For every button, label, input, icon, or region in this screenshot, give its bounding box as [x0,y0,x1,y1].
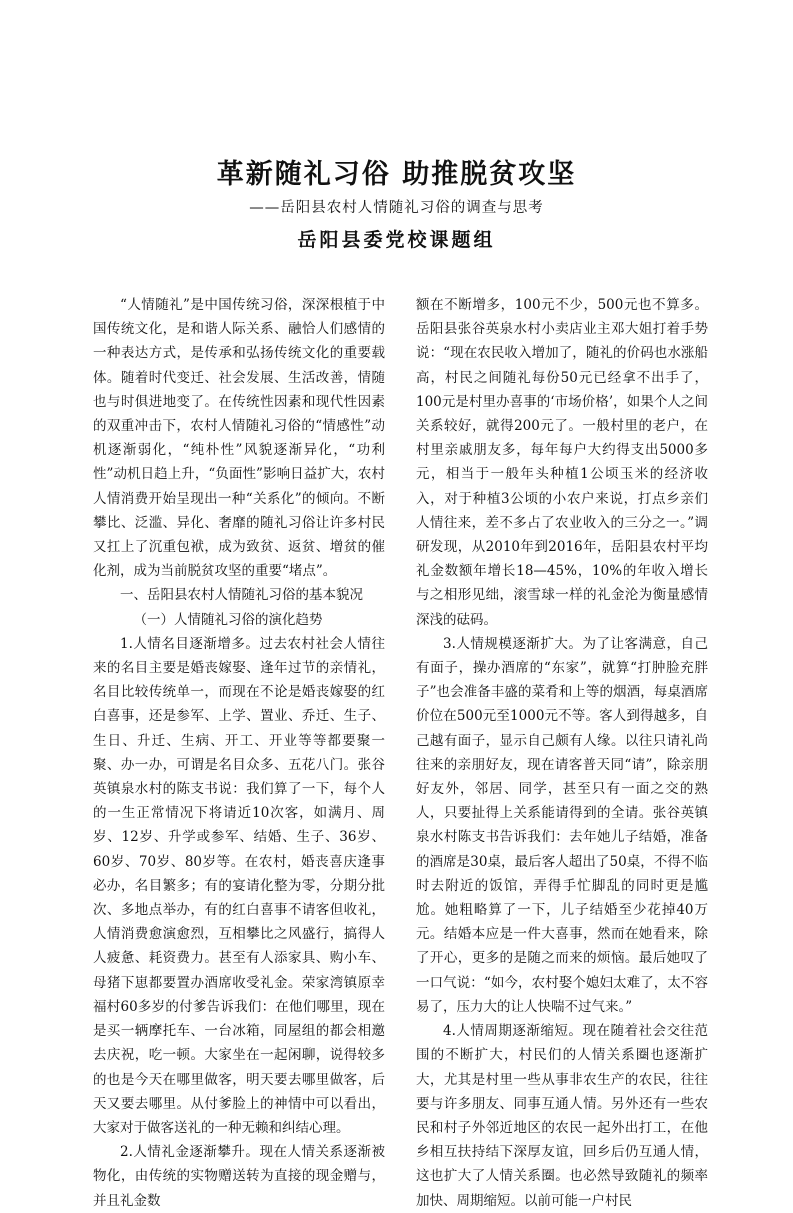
paragraph-point-4: 4.人情周期逐渐缩短。现在随着社会交往范围的不断扩大，村民们的人情关系圈也逐渐扩大，尤其是村里一些从事非农生产的农民，往往要与许多朋友、同事互通人情。另外还有一些农民和村子外邻近地区的农民一起外出打工，在他乡相互扶持结下深厚友谊，回乡后仍互通人情，这也扩大了人情关系圈。也必然导致随礼的频率加快、周期缩短。以前可能一户村民 [416,1023,708,1209]
paragraph-point-2-continued: 额在不断增多，100元不少，500元也不算多。岳阳县张谷英泉水村小卖店业主邓大姐打着手势说：“现在农民收入增加了，随礼的价码也水涨船高，村民之间随礼每份50元已经拿不出手了，100元是村里办喜事的‘市场价格’，如果个人之间关系较好，就得200元了。一般村里的老户，在村里亲戚朋友多，每年每户大约得支出5000多元，相当于一般年头种植1公顷玉米的经济收入，对于种植3公顷的小农户来说，打点乡亲们人情往来，差不多占了农业收入的三分之一。”调研发现，从2010年到2016年，岳阳县农村平均礼金数额年增长18—45%，10%的年收入增长与之相形见绌，滚雪球一样的礼金沦为衡量感情深浅的砝码。 [416,297,708,628]
paragraph-point-1: 1.人情名目逐渐增多。过去农村社会人情往来的名目主要是婚丧嫁娶、逢年过节的亲情礼，名目比较传统单一，而现在不论是婚丧嫁娶的红白喜事，还是参军、上学、置业、乔迁、生子、生日、升迁、生病、开工、开业等等都要聚一聚、办一办，可谓是名目众多、五花八门。张谷英镇泉水村的陈支书说：我们算了一下，每个人的一生正常情况下将请近10次客，如满月、周岁、12岁、升学或参军、结婚、生子、36岁、60岁、70岁、80岁等。在农村，婚丧喜庆逢事必办，名目繁多；有的宴请化整为零，分期分批次、多地点举办，有的红白喜事不请客但收礼，人情消费愈演愈烈，互相攀比之风盛行，搞得人人疲惫、耗资费力。甚至有人添家具、购小车、母猪下崽都要置办酒席收受礼金。荣家湾镇原幸福村60多岁的付爹告诉我们：在他们哪里，现在是买一辆摩托车、一台冰箱，同屋组的都会相邀去庆祝，吃一顿。大家坐在一起闲聊，说得较多的也是今天在哪里做客，明天要去哪里做客，后天又要去哪里。从付爹脸上的神情中可以看出，大家对于做客送礼的一种无赖和纠结心理。 [93,635,385,1136]
paragraph-point-2-start: 2.人情礼金逐渐攀升。现在人情关系逐渐被物化，由传统的实物赠送转为直接的现金赠与，并且礼金数 [93,1144,385,1209]
right-column [416,293,708,1213]
subsection-heading: （一）人情随礼习俗的演化趋势 [133,611,323,628]
article-header [0,158,793,253]
paragraph-intro: “人情随礼”是中国传统习俗，深深根植于中国传统文化，是和谐人际关系、融恰人们感情的一种表达方式，是传承和弘扬传统文化的重要载体。随着时代变迁、社会发展、生活改善，情随也与时俱进地变了。在传统性因素和现代性因素的双重冲击下，农村人情随礼习俗的“情感性”动机逐渐弱化，“纯朴性”风貌逐渐异化，“功利性”动机日趋上升，“负面性”影响日益扩大，农村人情消费开始呈现出一种“关系化”的倾向。不断攀比、泛滥、异化、奢靡的随礼习俗让许多村民又扛上了沉重包袱，成为致贫、返贫、增贫的催化剂，成为当前脱贫攻坚的重要“堵点”。 [93,297,385,580]
paragraph-point-3: 3.人情规模逐渐扩大。为了让客满意，自己有面子，操办酒席的“东家”，就算“打肿脸充胖子”也会准备丰盛的菜肴和上等的烟酒，每桌酒席价位在500元至1000元不等。客人到得越多，自己越有面子，显示自己颇有人缘。以往只请礼尚往来的亲朋好友，现在请客普天同“请”，除亲朋好友外，邻居、同学，甚至只有一面之交的熟人，只要扯得上关系能请得到的全请。张谷英镇泉水村陈支书告诉我们：去年她儿子结婚，准备的酒席是30桌，最后客人超出了50桌，不得不临时去附近的饭馆，弄得手忙脚乱的同时更是尴尬。她粗略算了一下，儿子结婚至少花掉40万元。结婚本应是一件大喜事，然而在她看来，除了开心，更多的是随之而来的烦恼。最后她叹了一口气说：“如今，农村娶个媳妇太难了，太不容易了，压力大的让人快喘不过气来。” [416,635,708,1015]
article-title: 革新随礼习俗 助推脱贫攻坚 [216,159,577,190]
article-subtitle: ——岳阳县农村人情随礼习俗的调查与思考 [249,200,544,216]
left-column [93,293,385,1213]
article-author: 岳阳县委党校课题组 [297,229,496,251]
section-heading: 一、岳阳县农村人情随礼习俗的基本貌况 [120,587,363,604]
